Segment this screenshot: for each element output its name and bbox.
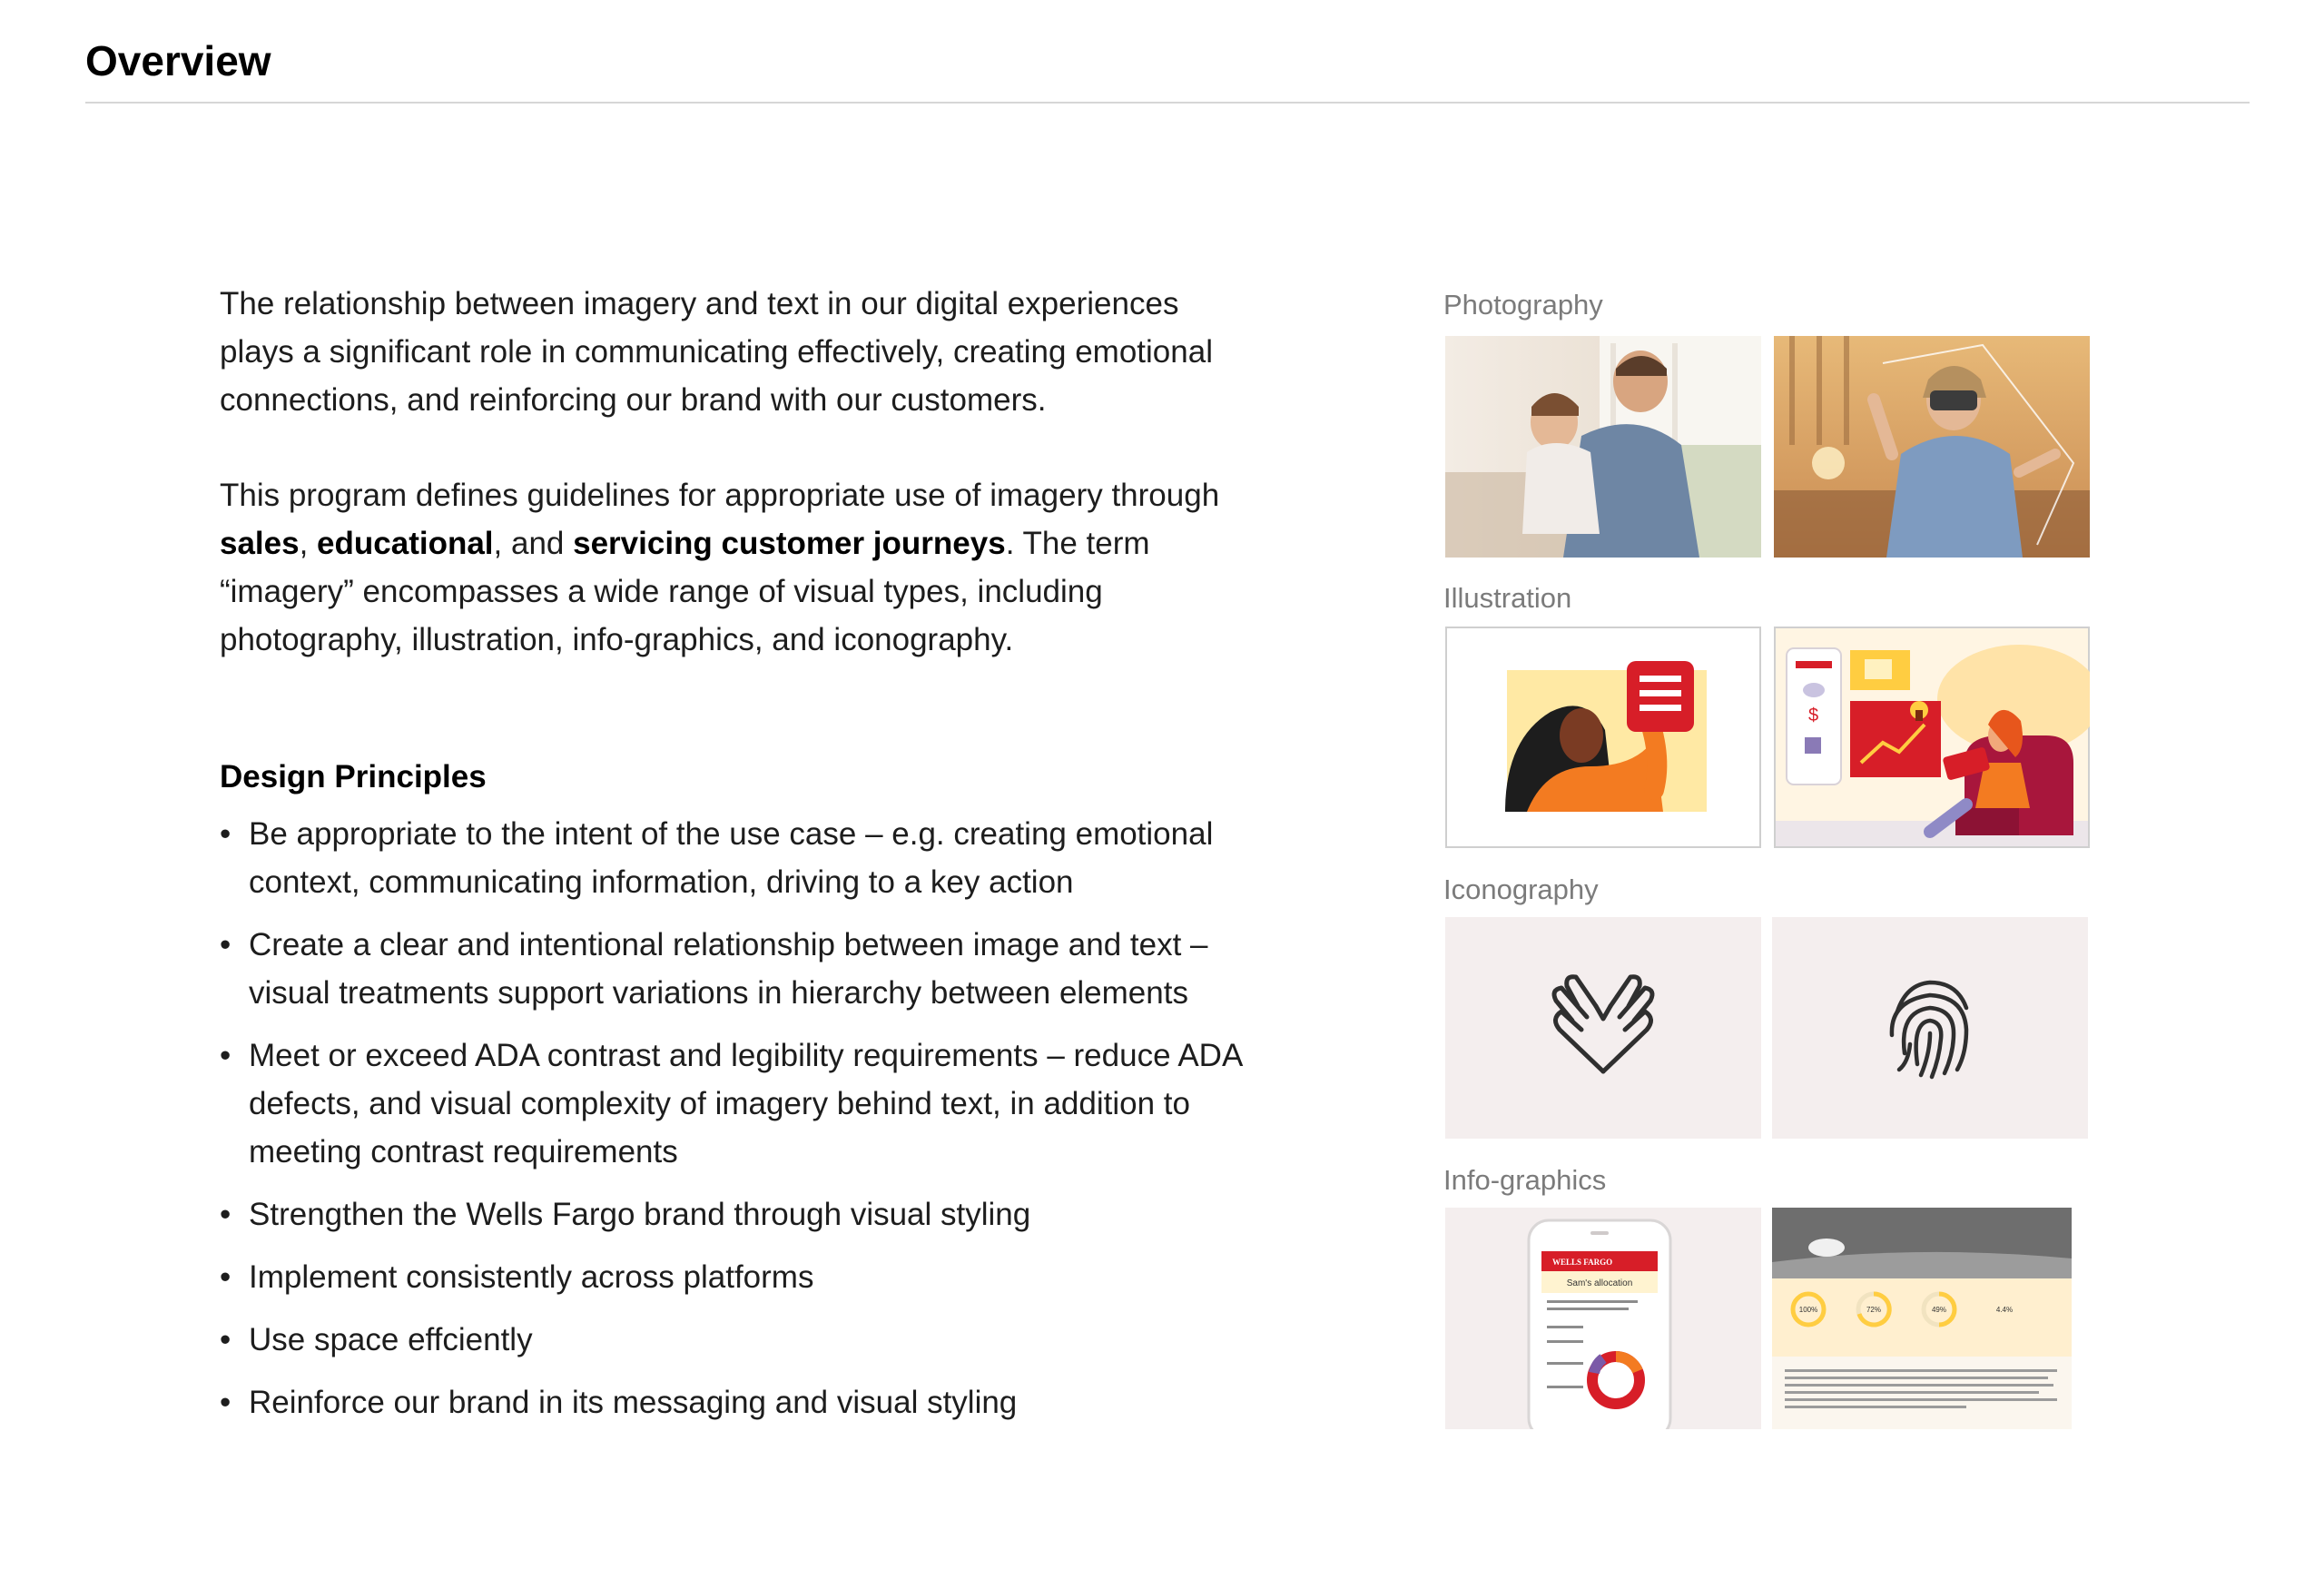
svg-text:$: $ [1808,706,1819,725]
heart-hands-icon [1554,977,1652,1071]
intro-paragraph-1: The relationship between imagery and text in our digital experiences plays a significant role in communicating effectively, creating emotional connections, and reinforcing our brand with our customers. [220,286,1213,418]
keyword-servicing: servicing customer journeys [573,526,1006,561]
category-label-illustration: Illustration [1443,582,1572,614]
intro-text-run: , [299,526,318,561]
category-label-iconography: Iconography [1443,873,1599,905]
infographic-stat-4: 4.4% [1995,1306,2014,1314]
infographic-stats-web [1772,1208,2088,1429]
icon-tile-heart-hands [1445,917,1761,1139]
keyword-sales: sales [220,526,300,561]
category-label-infographics: Info-graphics [1443,1164,1607,1196]
intro-text-run: This program defines guidelines for appropriate use of imagery through [220,478,1220,513]
title-divider [85,102,2250,104]
phone-brand-text: WELLS FARGO [1552,1258,1613,1267]
icon-tile-fingerprint [1772,917,2088,1139]
intro-text [220,280,1246,711]
photo-father-child [1445,336,1761,558]
infographic-stat-2: 72% [1866,1306,1882,1314]
infographic-stat-3: 49% [1931,1306,1947,1314]
illustration-woman-document [1445,627,1761,848]
principle-item: • Meet or exceed ADA contrast and legibility requirements – reduce ADA defects, and visual complexity of imagery behind text, in addition to meeting contrast requirements [220,1031,1246,1176]
page-title: Overview [85,37,271,84]
keyword-educational: educational [317,526,494,561]
principle-item: • Create a clear and intentional relationship between image and text – visual treatments support variations in hierarchy between elements [220,921,1246,1017]
infographic-phone-allocation [1445,1208,1761,1429]
fingerprint-icon [1892,982,1966,1077]
intro-text-run: , and [493,526,574,561]
photo-woman-vr-headset [1774,336,2090,558]
illustration-woman-tablet [1774,627,2090,848]
principle-item: • Implement consistently across platforms [220,1253,1246,1301]
principle-item: • Reinforce our brand in its messaging and visual styling [220,1378,1246,1426]
principle-item: • Use space effciently [220,1316,1246,1364]
principle-item: • Strengthen the Wells Fargo brand through visual styling [220,1190,1246,1239]
principle-item: • Be appropriate to the intent of the use case – e.g. creating emotional context, communicating information, driving to a key action [220,810,1246,906]
infographic-stat-1: 100% [1798,1306,1818,1314]
category-label-photography: Photography [1443,289,1603,321]
design-principles-list [220,810,1246,1441]
intro-paragraph-2 [220,471,1246,664]
design-principles-heading: Design Principles [220,759,487,794]
intro-text-run: . The term “imagery” encompasses a wide range of visual types, including photography, illustration, info-graphics, and iconography. [220,526,1150,657]
phone-title-text: Sam's allocation [1566,1278,1633,1288]
